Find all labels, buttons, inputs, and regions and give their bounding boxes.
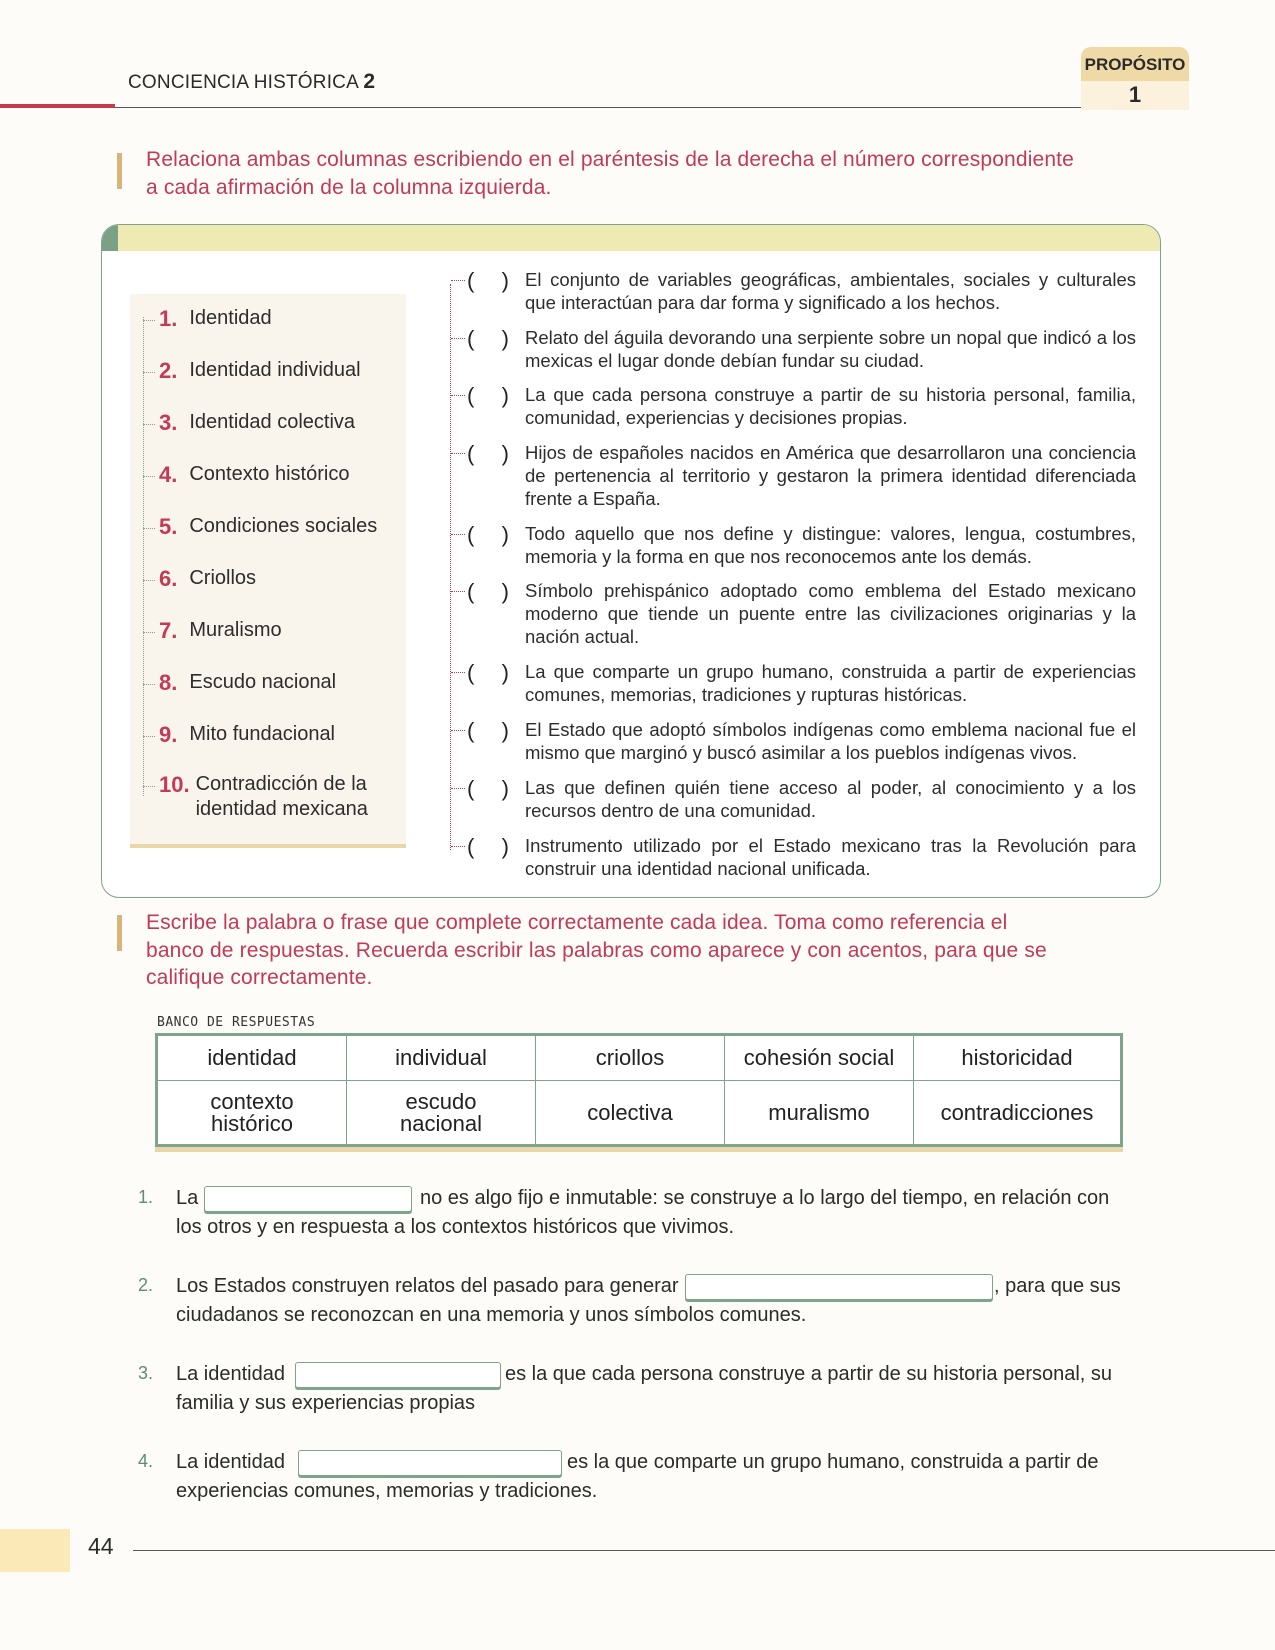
left-item: 5. Condiciones sociales [143,514,377,540]
fill-text: los otros y en respuesta a los contextos históricos que vivimos. [176,1216,735,1238]
right-item-text: Hijos de españoles nacidos en América que desarrollaron una conciencia de pertenencia al territorio y gestaron la primera identidad diferenciada frente a España. [525,442,1136,509]
fill-text: La [176,1187,199,1209]
fill-text: Los Estados construyen relatos del pasado para generar [176,1275,679,1297]
answer-parentheses[interactable]: ( ) [467,268,509,293]
fill-text: familia y sus experiencias propias [176,1392,476,1414]
left-item: 9. Mito fundacional [143,722,335,748]
left-item: 10. Contradicción de la identidad mexicana [143,772,368,822]
left-item: 1. Identidad [143,306,272,332]
bank-word: muralismo [725,1081,914,1145]
answer-parentheses[interactable]: ( ) [467,441,509,466]
header-title-text: CONCIENCIA HISTÓRICA [128,72,358,93]
proposito-tab [1081,47,1189,110]
right-item-text: Instrumento utilizado por el Estado mexicano tras la Revolución para construir una identidad nacional unificada. [525,835,1136,879]
instruction-1 [146,146,1074,202]
bank-word: cohesión social [725,1036,914,1081]
answer-parentheses[interactable]: ( ) [467,718,509,743]
fill-text: La identidad [176,1363,285,1385]
answer-bank [155,1033,1123,1147]
fill-number: 2. [138,1275,154,1295]
bank-word: escudo nacional [347,1081,536,1145]
box-header-corner [102,225,118,251]
right-item-text: Todo aquello que nos define y distingue: valores, lengua, costumbres, memoria y la forma en que nos reconocemos ante los demás. [525,523,1136,567]
bank-word: contexto histórico [158,1081,347,1145]
fill-text: ciudadanos se reconozcan en una memoria y unos símbolos comunes. [176,1304,807,1326]
answer-parentheses[interactable]: ( ) [467,834,509,859]
header-title-number: 2 [363,70,376,93]
instruction-2-line: Escribe la palabra o frase que complete correctamente cada idea. Toma como referencia el [146,911,1008,934]
page-number: 44 [88,1533,114,1559]
right-connector-line [450,284,452,850]
fill-text: no es algo fijo e inmutable: se construye a lo largo del tiempo, en relación con [420,1187,1110,1209]
answer-parentheses[interactable]: ( ) [467,383,509,408]
bank-word: historicidad [914,1036,1121,1081]
proposito-number: 1 [1081,81,1189,110]
answer-parentheses[interactable]: ( ) [467,579,509,604]
fill-text: experiencias comunes, memorias y tradiciones. [176,1480,598,1502]
bank-word: criollos [536,1036,725,1081]
left-item: 6. Criollos [143,566,256,592]
instruction-2-line: califique correctamente. [146,966,373,989]
answer-input[interactable] [204,1186,412,1212]
instruction-bar [117,153,122,189]
fill-text: es la que comparte un grupo humano, construida a partir de [567,1451,1099,1473]
right-item-text: El conjunto de variables geográficas, ambientales, sociales y culturales que interactúan para dar forma y significado a los hechos. [525,269,1136,313]
answer-parentheses[interactable]: ( ) [467,660,509,685]
fill-number: 4. [138,1451,154,1471]
bank-word: identidad [158,1036,347,1081]
footer-tab [0,1529,70,1572]
instruction-2-line: banco de respuestas. Recuerda escribir las palabras como aparece y con acentos, para que se [146,938,1047,962]
instruction-1-line: Relaciona ambas columnas escribiendo en el paréntesis de la derecha el número correspondiente [146,148,1074,171]
right-item-text: El Estado que adoptó símbolos indígenas como emblema nacional fue el mismo que marginó y buscó asimilar a los pueblos indígenas vivos. [525,719,1136,763]
left-item: 8. Escudo nacional [143,670,336,696]
header-accent-line [0,104,115,108]
footer-rule [133,1550,1275,1551]
header-rule [115,107,1081,108]
answer-input[interactable] [295,1362,501,1388]
proposito-label: PROPÓSITO [1081,47,1189,81]
left-item: 4. Contexto histórico [143,462,349,488]
instruction-1-line: a cada afirmación de la columna izquierda. [146,176,552,199]
bank-word: contradicciones [914,1081,1121,1145]
right-item-text: La que comparte un grupo humano, construida a partir de experiencias comunes, memorias, tradiciones y rupturas históricas. [525,661,1136,705]
instruction-bar [117,915,122,951]
fill-text: , para que sus [994,1275,1121,1297]
left-item: 7. Muralismo [143,618,282,644]
answer-bank-caption: BANCO DE RESPUESTAS [157,1015,316,1030]
left-item: 3. Identidad colectiva [143,410,355,436]
fill-number: 1. [138,1187,154,1207]
bank-word: individual [347,1036,536,1081]
right-item-text: Relato del águila devorando una serpiente sobre un nopal que indicó a los mexicas el lugar donde debían fundar su ciudad. [525,327,1136,371]
fill-number: 3. [138,1363,154,1383]
right-item-text: Símbolo prehispánico adoptado como emblema del Estado mexicano moderno que tiende un puente entre las civilizaciones originarias y la nación actual. [525,580,1136,647]
fill-text: es la que cada persona construye a partir de su historia personal, su [505,1363,1113,1385]
answer-parentheses[interactable]: ( ) [467,522,509,547]
bank-word: colectiva [536,1081,725,1145]
left-item: 2. Identidad individual [143,358,361,384]
answer-input[interactable] [298,1450,562,1476]
fill-text: La identidad [176,1451,285,1473]
right-item-text: La que cada persona construye a partir de su historia personal, familia, comunidad, experiencias y decisiones propias. [525,384,1136,428]
page-header-title [128,70,375,94]
box-header-band [102,225,1160,251]
right-item-text: Las que definen quién tiene acceso al poder, al conocimiento y a los recursos dentro de una comunidad. [525,777,1136,821]
answer-parentheses[interactable]: ( ) [467,776,509,801]
answer-parentheses[interactable]: ( ) [467,326,509,351]
left-column [130,294,406,848]
instruction-2 [146,909,1047,992]
answer-input[interactable] [685,1274,993,1300]
